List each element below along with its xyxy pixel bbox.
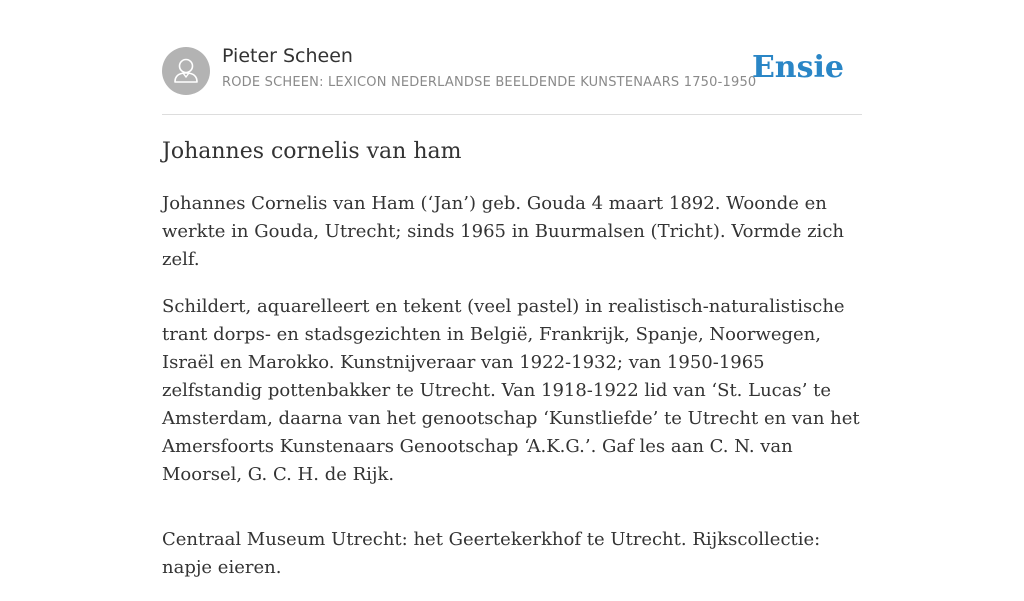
article-title: Johannes cornelis van ham xyxy=(162,139,462,164)
user-icon xyxy=(162,47,210,95)
paragraph-work: Schildert, aquarelleert en tekent (veel pastel) in realistisch-naturalistische trant dorps- en stadsgezichten in België, Frankrijk, Spanje, Noorwegen, Israël en Marokko. Kunstnijveraar van 1922-1932; van 1950-1965 zelfstandig pottenbakker te Utrecht. Van 1918-1922 lid van ‘St. Lucas’ te Amsterdam, daarna van het genootschap ‘Kunstliefde’ te Utrecht en van het Amersfoorts Kunstenaars Genootschap ‘A.K.G.’. Gaf les aan C. N. van Moorsel, G. C. H. de Rijk. xyxy=(162,296,860,485)
page-content xyxy=(162,0,862,578)
source-lexicon[interactable]: RODE SCHEEN: LEXICON NEDERLANDSE BEELDENDE KUNSTENAARS 1750-1950 xyxy=(222,75,757,90)
article-header xyxy=(162,0,862,115)
paragraph-bio: Johannes Cornelis van Ham (‘Jan’) geb. Gouda 4 maart 1892. Woonde en werkte in Gouda, Utrecht; sinds 1965 in Buurmalsen (Tricht). Vormde zich zelf. xyxy=(162,193,844,270)
paragraph-collections: Centraal Museum Utrecht: het Geertekerkhof te Utrecht. Rijkscollectie: napje eieren. xyxy=(162,529,821,578)
ensie-logo[interactable]: Ensie xyxy=(751,50,844,85)
author-avatar[interactable] xyxy=(162,47,210,95)
article-body xyxy=(162,190,862,601)
author-name[interactable]: Pieter Scheen xyxy=(222,45,353,67)
